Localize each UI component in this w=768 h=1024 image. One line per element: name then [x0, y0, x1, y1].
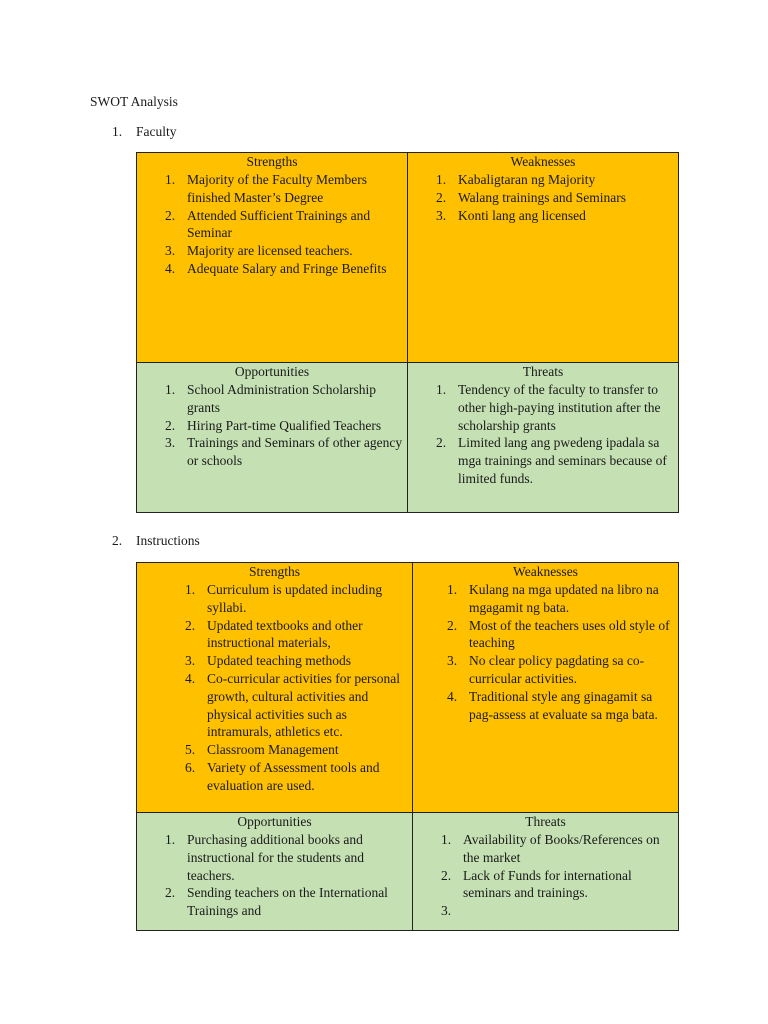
list-item: 2. Updated textbooks and other instructional materials,: [185, 617, 363, 651]
weaknesses-heading: Weaknesses: [513, 564, 578, 579]
list-item: 4. Adequate Salary and Fringe Benefits: [165, 260, 387, 276]
opportunities-list: [137, 831, 412, 920]
threats-heading: Threats: [522, 364, 564, 379]
list-item: 4. Traditional style ang ginagamit sa pag-assess at evaluate sa mga bata.: [447, 688, 658, 722]
list-item: 3. Trainings and Seminars of other agency or schools: [165, 435, 403, 469]
list-item: 2. Limited lang ang pwedeng ipadala sa mga trainings and seminars because of limited funds.: [436, 435, 667, 486]
list-item: 2. Most of the teachers uses old style of teaching: [447, 617, 670, 651]
list-item: 1. Tendency of the faculty to transfer to other high-paying institution after the scholarship grants: [436, 382, 661, 433]
page-title: SWOT Analysis: [90, 94, 178, 109]
threats-cell: [413, 813, 679, 931]
list-item: 1. Curriculum is updated including syllabi.: [185, 582, 383, 615]
strengths-cell: [137, 153, 408, 363]
list-item: 5. Classroom Management: [185, 742, 339, 758]
strengths-list: [137, 171, 407, 278]
list-item: 3. Updated teaching methods: [185, 653, 351, 669]
list-item: 1. Majority of the Faculty Members finished Master’s Degree: [165, 172, 367, 205]
list-item: 2. Attended Sufficient Trainings and Seminar: [165, 207, 371, 241]
list-item: 3. No clear policy pagdating sa co-curricular activities.: [447, 653, 645, 686]
strengths-heading: Strengths: [246, 154, 298, 169]
instructions-swot-table: [136, 562, 679, 931]
strengths-list: [137, 581, 412, 795]
list-item: 6. Variety of Assessment tools and evaluation are used.: [185, 759, 380, 793]
list-item: 3.: [441, 903, 452, 919]
section-number: 2.: [112, 533, 123, 548]
list-item: 3. Konti lang ang licensed: [436, 207, 586, 223]
list-item: 2. Lack of Funds for international seminars and trainings.: [441, 867, 632, 901]
list-item: 3. Majority are licensed teachers.: [165, 243, 353, 259]
opportunities-cell: [137, 813, 413, 931]
opportunities-list: [137, 381, 407, 470]
weaknesses-list: [408, 171, 678, 224]
list-item: 1. Kabaligtaran ng Majority: [436, 172, 596, 187]
threats-list: [408, 381, 678, 488]
opportunities-cell: [137, 363, 408, 513]
list-item: 2. Hiring Part-time Qualified Teachers: [165, 417, 382, 433]
weaknesses-list: [413, 581, 678, 723]
list-item: 1. School Administration Scholarship grants: [165, 382, 376, 415]
opportunities-heading: Opportunities: [237, 814, 312, 829]
list-item: 1. Availability of Books/References on the market: [441, 832, 660, 865]
list-item: 1. Kulang na mga updated na libro na mgagamit ng bata.: [447, 582, 659, 615]
section-title: Instructions: [136, 533, 200, 548]
section-number: 1.: [112, 124, 123, 139]
faculty-swot-table: [136, 152, 679, 513]
weaknesses-cell: [413, 563, 679, 813]
list-item: 2. Sending teachers on the International Trainings and: [165, 885, 388, 919]
section-title: Faculty: [136, 124, 177, 139]
list-item: 4. Co-curricular activities for personal growth, cultural activities and physical activities such as intramurals, athletics etc.: [185, 670, 401, 740]
section-heading-faculty: [112, 124, 177, 140]
threats-cell: [408, 363, 679, 513]
weaknesses-heading: Weaknesses: [510, 154, 576, 169]
threats-heading: Threats: [525, 814, 566, 829]
strengths-heading: Strengths: [248, 564, 300, 579]
strengths-cell: [137, 563, 413, 813]
opportunities-heading: Opportunities: [234, 364, 310, 379]
section-heading-instructions: [112, 533, 200, 549]
list-item: 1. Purchasing additional books and instructional for the students and teachers.: [165, 832, 364, 883]
weaknesses-cell: [408, 153, 679, 363]
threats-list: [413, 831, 678, 920]
list-item: 2. Walang trainings and Seminars: [436, 189, 626, 205]
